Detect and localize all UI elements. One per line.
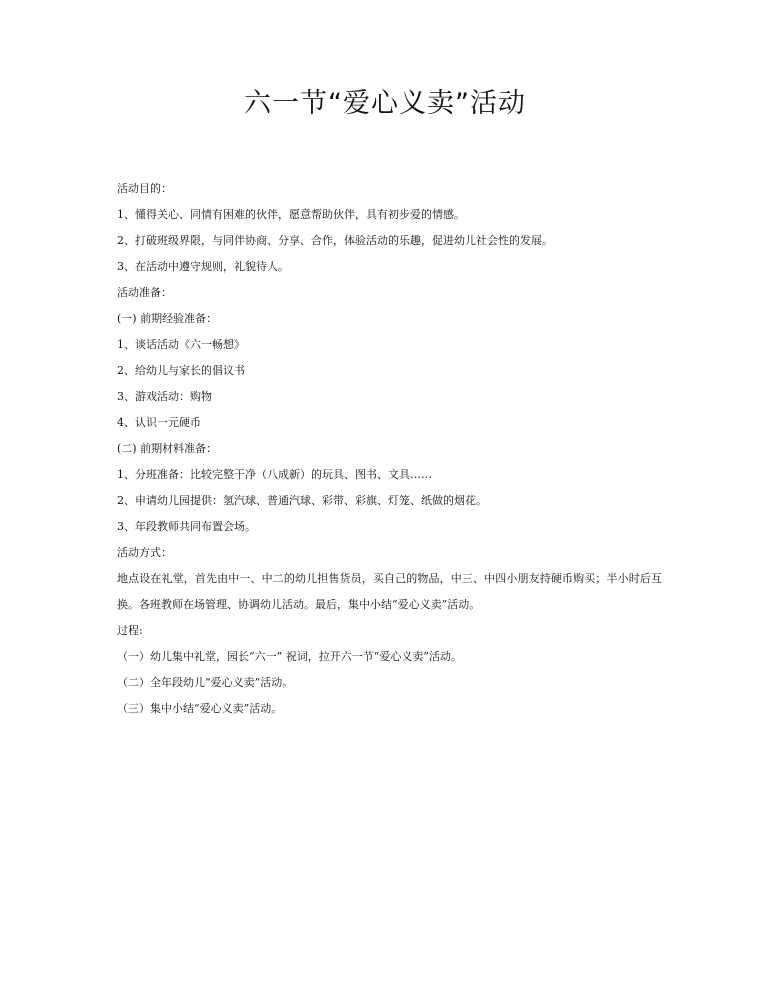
experience-item-4: 4、认识一元硬币: [117, 416, 201, 429]
section-heading-process: 过程:: [117, 624, 143, 637]
process-step-1: （一）幼儿集中礼堂，园长“六一” 祝词，拉开六一节“爱心义卖”活动。: [117, 650, 462, 663]
document-title: 六一节“爱心义卖”活动: [244, 88, 526, 119]
subheading-material-preparation: (二) 前期材料准备：: [117, 442, 218, 455]
section-heading-preparation: 活动准备：: [117, 286, 172, 299]
experience-item-2: 2、给幼儿与家长的倡议书: [117, 364, 245, 377]
material-item-2: 2、申请幼儿园提供：氢汽球、普通汽球、彩带、彩旗、灯笼、纸做的烟花。: [117, 494, 487, 507]
material-item-1: 1、分班准备：比较完整干净（八成新）的玩具、图书、文具……: [117, 468, 432, 481]
method-paragraph: 地点设在礼堂，首先由中一、中二的幼儿担售货员，买自己的物品，中三、中四小朋友持硬币购买；半小时后互换。各班教师在场管理、协调幼儿活动。最后，集中小结“爱心义卖”活动。: [117, 572, 662, 611]
goal-item-1: 1、懂得关心、同情有困难的伙伴，愿意帮助伙伴，具有初步爱的情感。: [117, 208, 465, 221]
experience-item-3: 3、游戏活动：购物: [117, 390, 212, 403]
section-heading-method: 活动方式：: [117, 546, 172, 559]
process-step-3: （三）集中小结“爱心义卖”活动。: [117, 702, 283, 715]
goal-item-2: 2、打破班级界限，与同伴协商、分享、合作，体验活动的乐趣，促进幼儿社会性的发展。: [117, 234, 553, 247]
process-step-2: （二）全年段幼儿“爱心义卖”活动。: [117, 676, 294, 689]
material-item-3: 3、年段教师共同布置会场。: [117, 520, 256, 533]
document-body: [117, 176, 662, 722]
experience-item-1: 1、谈话活动《六一畅想》: [117, 338, 245, 351]
section-heading-goals: 活动目的：: [117, 182, 172, 195]
goal-item-3: 3、在活动中遵守规则，礼貌待人。: [117, 260, 289, 273]
subheading-experience-preparation: (一) 前期经验准备：: [117, 312, 218, 325]
